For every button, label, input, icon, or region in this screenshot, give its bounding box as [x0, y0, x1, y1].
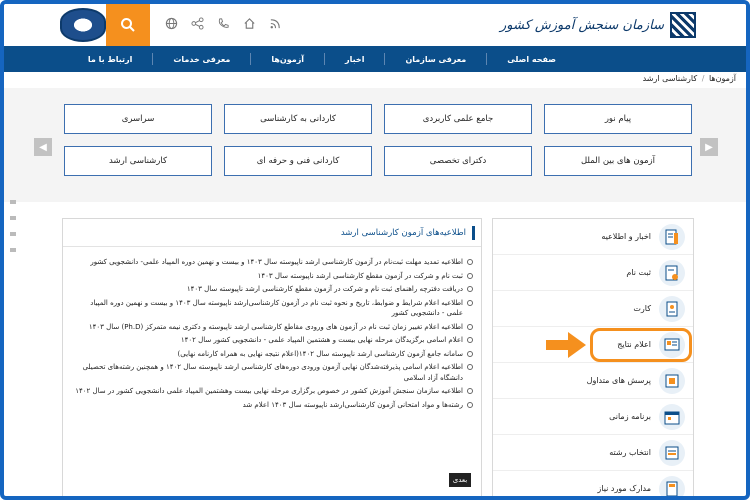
sidebar-item-news[interactable]	[493, 219, 693, 255]
home-icon[interactable]	[242, 16, 256, 30]
news-panel	[62, 218, 482, 500]
faq-icon	[659, 368, 685, 394]
arrow-left-icon: ◀	[39, 141, 47, 153]
exam-button[interactable]: کاردانی به کارشناسی	[224, 104, 372, 134]
news-item[interactable]	[73, 298, 473, 319]
carousel-next-button[interactable]	[700, 138, 718, 156]
carousel-prev-button[interactable]	[34, 138, 52, 156]
news-item-text: اطلاعیه اعلام تغییر زمان ثبت نام در آزمون های ورودی مقاطع کارشناسی ارشد ناپیوسته و دکتری نیمه متمرکز (Ph.D) سال ۱۴۰۳	[88, 322, 463, 331]
bullet-icon	[467, 351, 473, 357]
nav-contact[interactable]: ارتباط با ما	[87, 54, 133, 64]
side-handle	[10, 200, 16, 252]
nav-divider	[250, 53, 251, 65]
next-page-button[interactable]: بعدی	[449, 473, 471, 487]
handle-dot	[10, 216, 16, 220]
main-nav	[4, 46, 746, 72]
nav-exams[interactable]: آزمون‌ها	[271, 54, 305, 64]
nav-services[interactable]: معرفی خدمات	[173, 54, 231, 64]
exam-button[interactable]: پیام نور	[544, 104, 692, 134]
breadcrumb-parent[interactable]: آزمون‌ها	[708, 74, 736, 83]
bullet-icon	[467, 337, 473, 343]
arrow-right-icon: ▶	[705, 141, 713, 153]
news-item-text: اعلام اسامی برگزیدگان مرحله نهایی بیست و هشتمین المپیاد علمی - دانشجویی کشور سال ۱۴۰۲	[180, 336, 463, 344]
bullet-icon	[467, 273, 473, 279]
news-item-text: اطلاعیه اعلام شرایط و ضوابط، تاریخ و نحوه ثبت نام در آزمون کارشناسی‌ارشد ناپیوسته سال ۱۴۰۳ و بیست و نهمین دوره المپیاد علمی - دانشجویی کشور	[90, 298, 463, 317]
news-item[interactable]	[73, 400, 473, 411]
breadcrumb	[643, 74, 736, 83]
news-item[interactable]	[73, 349, 473, 360]
sidebar-item-label: ثبت نام	[626, 268, 651, 277]
exam-button[interactable]: کارشناسی ارشد	[64, 146, 212, 176]
news-item-text: دریافت دفترچه راهنمای ثبت نام و شرکت در آزمون مقطع کارشناسی ارشد ناپیوسته سال ۱۴۰۳	[186, 285, 463, 293]
rss-icon[interactable]	[268, 16, 282, 30]
handle-dot	[10, 200, 16, 204]
news-item[interactable]	[73, 322, 473, 333]
sidebar-item-label: کارت	[633, 304, 651, 313]
exam-button[interactable]: دکترای تخصصی	[384, 146, 532, 176]
news-item-text: سامانه جامع آزمون کارشناسی ارشد ناپیوسته سال ۱۴۰۲(اعلام نتیجه نهایی به همراه کارنامه نهایی)	[177, 349, 463, 358]
bullet-icon	[467, 324, 473, 330]
news-header-bar	[472, 226, 475, 240]
exam-button[interactable]: سراسری	[64, 104, 212, 134]
register-icon	[659, 260, 685, 286]
nav-news[interactable]: اخبار	[345, 54, 365, 64]
sidebar-item-register[interactable]	[493, 255, 693, 291]
breadcrumb-current: کارشناسی ارشد	[642, 74, 698, 83]
card-icon	[659, 296, 685, 322]
nav-about[interactable]: معرفی سازمان	[405, 54, 467, 64]
news-header	[63, 219, 481, 247]
news-item-text: ثبت نام و شرکت در آزمون مقطع کارشناسی ارشد ناپیوسته سال ۱۴۰۳	[257, 271, 463, 280]
sidebar-item-schedule[interactable]	[493, 399, 693, 435]
site-brand[interactable]	[500, 10, 696, 40]
brand-logo-icon	[670, 12, 696, 38]
news-item[interactable]	[73, 386, 473, 397]
results-highlight-box	[590, 328, 692, 362]
sidebar-item-label: پرسش های متداول	[586, 376, 651, 385]
exam-grid	[62, 104, 692, 176]
bullet-icon	[467, 259, 473, 265]
header-icons	[164, 16, 282, 30]
documents-icon	[659, 476, 685, 500]
nav-divider	[324, 53, 325, 65]
news-item[interactable]	[73, 271, 473, 282]
news-item-text: رشته‌ها و مواد امتحانی آزمون کارشناسی‌ارشد ناپیوسته سال ۱۴۰۳ اعلام شد	[242, 400, 463, 409]
bullet-icon	[467, 402, 473, 408]
sidebar-item-card[interactable]	[493, 291, 693, 327]
news-item[interactable]	[73, 257, 473, 268]
nav-divider	[486, 53, 487, 65]
sidebar-item-documents[interactable]	[493, 471, 693, 500]
exam-button[interactable]: آزمون های بین الملل	[544, 146, 692, 176]
calendar-icon	[659, 404, 685, 430]
nav-divider	[152, 53, 153, 65]
share-icon[interactable]	[190, 16, 204, 30]
handle-dot	[10, 232, 16, 236]
news-item[interactable]	[73, 335, 473, 346]
globe-icon[interactable]	[164, 16, 178, 30]
brand-text: سازمان سنجش آموزش کشور	[500, 17, 664, 33]
bullet-icon	[467, 364, 473, 370]
sidebar-item-label: مدارک مورد نیاز	[597, 484, 651, 493]
news-item[interactable]	[73, 284, 473, 295]
search-button[interactable]	[106, 4, 150, 46]
news-title: اطلاعیه‌های آزمون کارشناسی ارشد	[340, 227, 466, 238]
nav-divider	[384, 53, 385, 65]
sidebar-item-label: انتخاب رشته	[609, 448, 651, 457]
emblem-logo-icon	[60, 8, 106, 42]
news-item-text: اطلاعیه سازمان سنجش آموزش کشور در خصوص برگزاری مرحله نهایی بیست وهشتمین المپیاد علمی دانشجویی کشور در سال ۱۴۰۲	[75, 387, 463, 395]
search-icon	[120, 17, 136, 33]
exam-button[interactable]: کاردانی فنی و حرفه ای	[224, 146, 372, 176]
news-list	[63, 247, 481, 410]
news-item-text: اطلاعیه اعلام اسامی پذیرفته‌شدگان نهایی آزمون ورودی دوره‌های کارشناسی ارشد ناپیوسته سال ۱۴۰۲ و همچنین رشته‌های تحصیلی دانشگاه آزاد اسلامی	[82, 363, 463, 382]
news-item-text: اطلاعیه تمدید مهلت ثبت‌نام در آزمون کارشناسی ارشد ناپیوسته سال ۱۴۰۳ و بیست و نهمین دوره المپیاد علمی- دانشجویی کشور	[90, 258, 463, 266]
sidebar-item-field-selection[interactable]	[493, 435, 693, 471]
exam-carousel	[4, 88, 746, 202]
news-icon	[659, 224, 685, 250]
nav-home[interactable]: صفحه اصلی	[507, 54, 556, 64]
sidebar-item-label: اعلام نتایج	[617, 340, 651, 349]
pointer-arrow-icon	[544, 330, 588, 360]
site-header	[4, 4, 746, 46]
sidebar-item-label: برنامه زمانی	[609, 412, 651, 421]
exam-button[interactable]: جامع علمی کاربردی	[384, 104, 532, 134]
select-field-icon	[659, 440, 685, 466]
bullet-icon	[467, 286, 473, 292]
sidebar-item-faq[interactable]	[493, 363, 693, 399]
sidebar-item-label: اخبار و اطلاعیه	[601, 232, 651, 241]
handle-dot	[10, 248, 16, 252]
news-item[interactable]	[73, 362, 473, 383]
breadcrumb-separator: /	[701, 74, 705, 83]
bullet-icon	[467, 388, 473, 394]
bullet-icon	[467, 300, 473, 306]
phone-icon[interactable]	[216, 16, 230, 30]
